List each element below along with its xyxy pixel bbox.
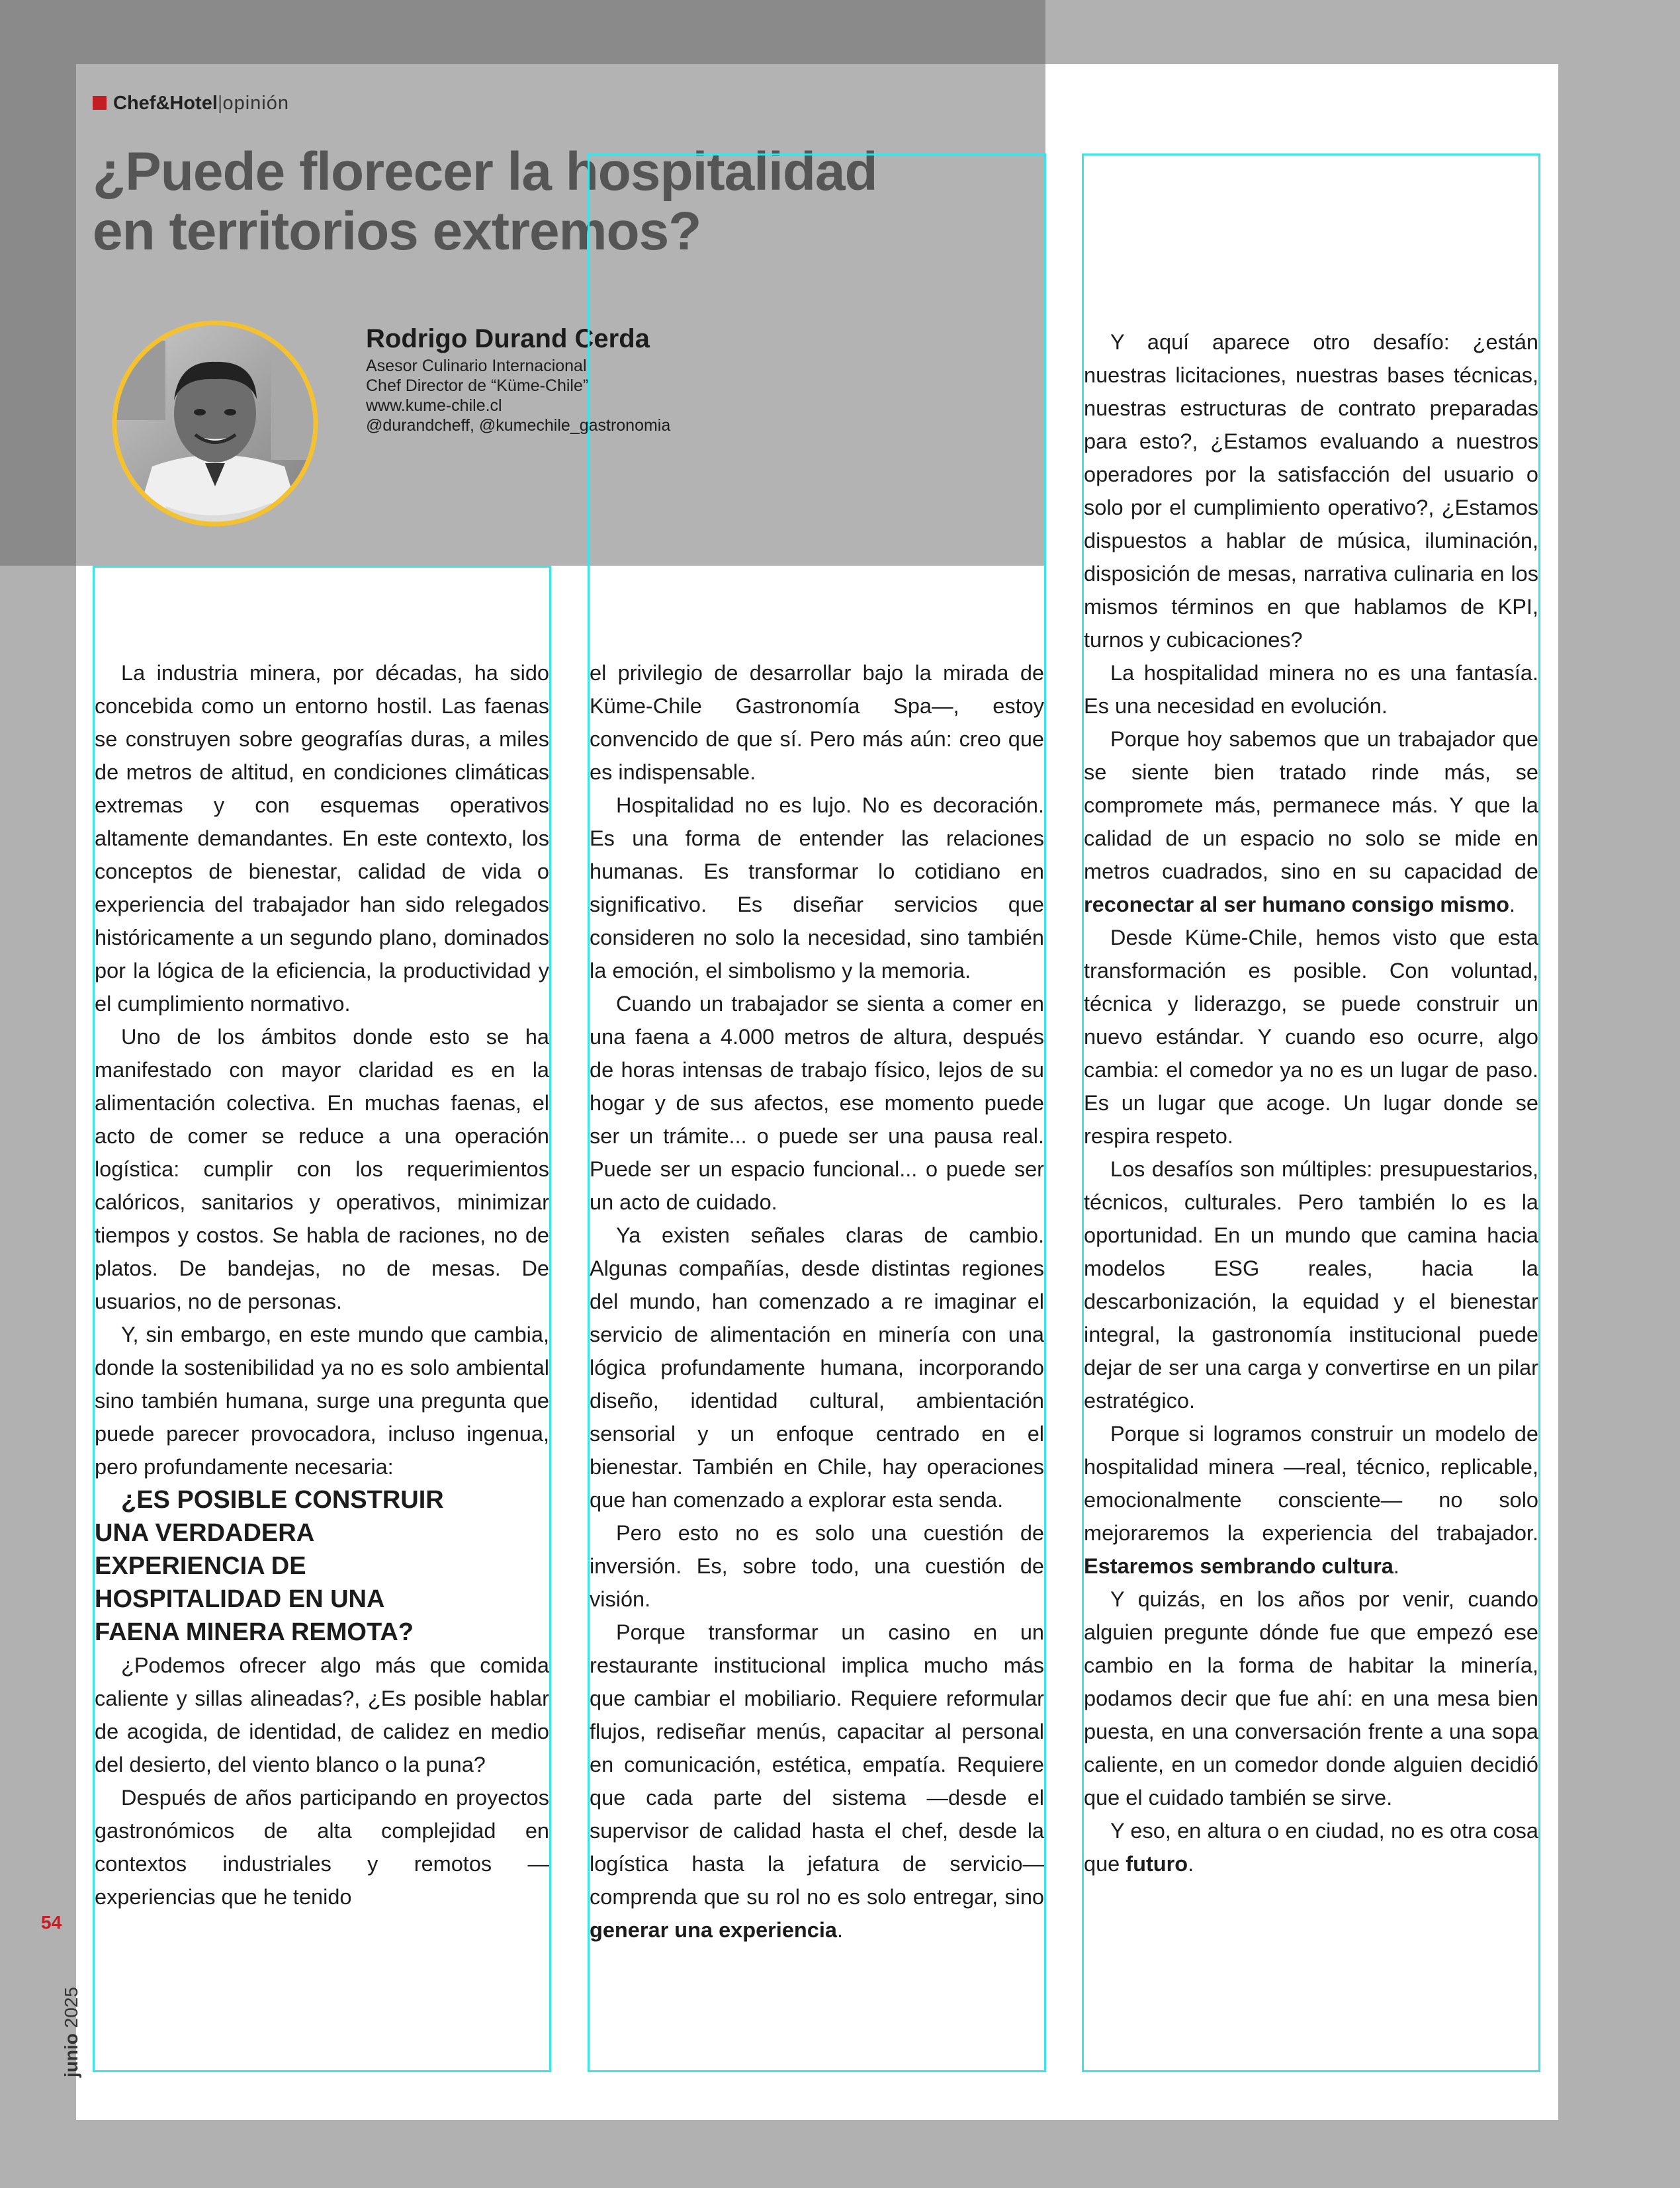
paragraph: La industria minera, por décadas, ha sido concebida como un entorno hostil. Las faenas se construyen sobre geografías duras, a miles de metros de altitud, en condiciones climáticas extremas y con esquemas operativos altamente demandantes. En este contexto, los conceptos de bienestar, calidad de vida o experiencia del trabajador han sido relegados históricamente a un segundo plano, dominados por la lógica de la eficiencia, la productividad y el cumplimiento normativo. xyxy=(95,661,549,1016)
paragraph-text: Y eso, en altura o en ciudad, no es otra cosa que xyxy=(1084,1819,1538,1876)
paragraph: el privilegio de desarrollar bajo la mirada de Küme-Chile Gastronomía Spa—, estoy convencido de que sí. Pero más aún: creo que es indispensable. xyxy=(590,661,1044,784)
key-question xyxy=(95,1483,549,1649)
magazine-brand: Chef&Hotel xyxy=(113,93,218,114)
question-line: FAENA MINERA REMOTA? xyxy=(95,1618,414,1646)
title-line-2: en territorios extremos? xyxy=(93,201,701,261)
paragraph xyxy=(1084,1814,1538,1880)
page-number: 54 xyxy=(41,1912,62,1933)
paragraph: Desde Küme-Chile, hemos visto que esta transformación es posible. Con voluntad, técnica y liderazgo, se puede construir un nuevo estándar. Y cuando eso ocurre, algo cambia: el comedor ya no es un lugar de paso. Es un lugar que acoge. Un lugar donde se respira respeto. xyxy=(1084,926,1538,1148)
section-separator: | xyxy=(217,93,223,114)
section-category: opinión xyxy=(222,93,289,114)
issue-year: 2025 xyxy=(61,1987,81,2029)
paragraph-text: Porque hoy sabemos que un trabajador que se siente bien tratado rinde más, se compromete más, permanece más. Y que la calidad de un espacio no solo se mide en metros cuadrados, sino en su capacidad de xyxy=(1084,727,1538,883)
emphasis: generar una experiencia xyxy=(590,1918,837,1942)
author-name: Rodrigo Durand Cerda xyxy=(366,324,650,353)
paragraph: Y aquí aparece otro desafío: ¿están nuestras licitaciones, nuestras bases técnicas, nuestras estructuras de contrato preparadas para esto?, ¿Estamos evaluando a nuestros operadores por la satisfacción del usuario o solo por el cumplimiento operativo?, ¿Estamos dispuestos a hablar de música, iluminación, disposición de mesas, narrativa culinaria en los mismos términos en que hablamos de KPI, turnos y cubicaciones? xyxy=(1084,330,1538,652)
emphasis: Estaremos sembrando cultura xyxy=(1084,1554,1393,1578)
paragraph-text: Porque transformar un casino en un restaurante institucional implica mucho más que cambiar el mobiliario. Requiere reformular flujos, rediseñar menús, capacitar al personal en comunicación, estética, empatía. Requiere que cada parte del sistema —desde el supervisor de calidad hasta el chef, desde la logística hasta la jefatura de servicio— comprenda que su rol no es solo entregar, sino xyxy=(590,1620,1044,1909)
author-website[interactable]: www.kume-chile.cl xyxy=(366,396,502,415)
question-line: EXPERIENCIA DE xyxy=(95,1552,306,1580)
question-line: UNA VERDADERA xyxy=(95,1519,315,1547)
author-social[interactable]: @durandcheff, @kumechile_gastronomia xyxy=(366,416,671,435)
paragraph-text: Porque si logramos construir un modelo de hospitalidad minera —real, técnico, replicable, emocionalmente consciente— no solo mejoraremos la experiencia del trabajador. xyxy=(1084,1422,1538,1545)
emphasis: futuro xyxy=(1126,1852,1188,1876)
article-column-1 xyxy=(95,656,549,1913)
emphasis: reconectar al ser humano consigo mismo xyxy=(1084,893,1509,916)
question-line: ¿ES POSIBLE CONSTRUIR xyxy=(121,1486,444,1514)
paragraph: ¿Podemos ofrecer algo más que comida caliente y sillas alineadas?, ¿Es posible hablar de acogida, de identidad, de calidez en medio del desierto, del viento blanco o la puna? xyxy=(95,1653,549,1776)
paragraph xyxy=(1084,722,1538,921)
paragraph-end: . xyxy=(1509,893,1516,916)
title-line-1: ¿Puede florecer la hospitalidad xyxy=(93,142,877,202)
paragraph: Y, sin embargo, en este mundo que cambia, donde la sostenibilidad ya no es solo ambiental sino también humana, surge una pregunta que puede parecer provocadora, incluso ingenua, pero profundamente necesaria: xyxy=(95,1323,549,1479)
article-column-3 xyxy=(1084,326,1538,1880)
paragraph xyxy=(1084,1417,1538,1583)
author-position: Chef Director de “Küme-Chile” xyxy=(366,376,589,395)
paragraph: Cuando un trabajador se sienta a comer en una faena a 4.000 metros de altura, después de horas intensas de trabajo físico, lejos de su hogar y de sus afectos, ese momento puede ser un trámite... o puede ser una pausa real. Puede ser un espacio funcional... o puede ser un acto de cuidado. xyxy=(590,992,1044,1214)
paragraph: Pero esto no es solo una cuestión de inversión. Es, sobre todo, una cuestión de visión. xyxy=(590,1521,1044,1611)
author-role: Asesor Culinario Internacional xyxy=(366,357,587,375)
paragraph-end: . xyxy=(1188,1852,1194,1876)
paragraph: Ya existen señales claras de cambio. Algunas compañías, desde distintas regiones del mundo, han comenzado a re imaginar el servicio de alimentación en minería con una lógica profundamente humana, incorporando diseño, identidad cultural, ambientación sensorial y un enfoque centrado en el bienestar. También en Chile, hay operaciones que han comenzado a explorar esta senda. xyxy=(590,1223,1044,1512)
paragraph: Después de años participando en proyectos gastronómicos de alta complejidad en contextos industriales y remotos —experiencias que he tenido xyxy=(95,1786,549,1909)
paragraph: La hospitalidad minera no es una fantasía. Es una necesidad en evolución. xyxy=(1084,661,1538,718)
paragraph: Y quizás, en los años por venir, cuando alguien pregunte dónde fue que empezó ese cambio en la forma de habitar la minería, podamos decir que fue ahí: en una mesa bien puesta, en una conversación frente a una sopa caliente, en un comedor donde alguien decidió que el cuidado también se sirve. xyxy=(1084,1587,1538,1810)
section-tag xyxy=(93,93,289,114)
paragraph: Hospitalidad no es lujo. No es decoración. Es una forma de entender las relaciones humanas. Es transformar lo cotidiano en significativo. Es diseñar servicios que consideren no solo la necesidad, sino también la emoción, el simbolismo y la memoria. xyxy=(590,793,1044,983)
paragraph-end: . xyxy=(836,1918,843,1942)
paragraph: Los desafíos son múltiples: presupuestarios, técnicos, culturales. Pero también lo es la oportunidad. En un mundo que camina hacia modelos ESG reales, hacia la descarbonización, la equidad y el bienestar integral, la gastronomía institucional puede dejar de ser una carga y convertirse en un pilar estratégico. xyxy=(1084,1157,1538,1413)
article-column-2 xyxy=(590,656,1044,1947)
paragraph xyxy=(590,1616,1044,1947)
paragraph-end: . xyxy=(1393,1554,1399,1578)
issue-date xyxy=(61,1987,82,2078)
question-line: HOSPITALIDAD EN UNA xyxy=(95,1585,385,1613)
section-marker-icon xyxy=(93,96,107,110)
issue-month: junio xyxy=(61,2033,81,2078)
paragraph: Uno de los ámbitos donde esto se ha manifestado con mayor claridad es en la alimentación colectiva. En muchas faenas, el acto de comer se reduce a una operación logística: cumplir con los requerimientos calóricos, sanitarios y operativos, minimizar tiempos y costos. Se habla de raciones, no de platos. De bandejas, no de mesas. De usuarios, no de personas. xyxy=(95,1025,549,1313)
author-portrait xyxy=(93,314,337,533)
